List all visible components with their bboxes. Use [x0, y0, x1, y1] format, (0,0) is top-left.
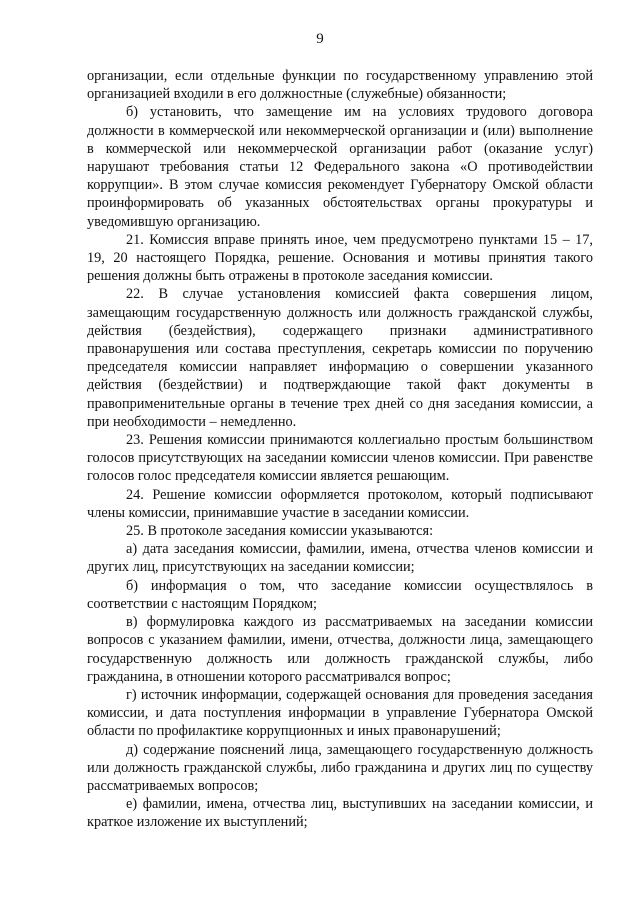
- paragraph-continuation: организации, если отдельные функции по государственному управлению этой организацией входили в его должностные (служебные) обязанности;: [87, 68, 593, 103]
- paragraph-25: 25. В протоколе заседания комиссии указываются:: [126, 523, 434, 540]
- paragraph-25-item-d: д) содержание пояснений лица, замещающего государственную должность или должность гражданской службы, либо гражданина и других лиц по существу рассматриваемых вопросов;: [87, 741, 593, 794]
- paragraph-24: 24. Решение комиссии оформляется протоколом, который подписывают члены комиссии, принимавшие участие в заседании комиссии.: [87, 486, 593, 521]
- paragraph-21: 21. Комиссия вправе принять иное, чем предусмотрено пунктами 15 – 17, 19, 20 настоящего Порядка, решение. Основания и мотивы принятия такого решения должны быть отражены в протоколе заседания комиссии.: [87, 231, 593, 285]
- paragraph-25-item-e: е) фамилии, имена, отчества лиц, выступивших на заседании комиссии, и краткое изложение их выступлений;: [87, 796, 593, 831]
- paragraph-25-item-g: г) источник информации, содержащей основания для проведения заседания комиссии, и дата поступления информации в управление Губернатора Омской области по профилактике коррупционных и иных правонарушений;: [87, 686, 593, 740]
- document-body: [87, 67, 593, 832]
- paragraph-item-b-establish: б) установить, что замещение им на условиях трудового договора должности в коммерческой или некоммерческой организации и (или) выполнение в коммерческой или некоммерческой организации работ (оказание услуг) нарушают требования статьи 12 Федерального закона «О противодействии коррупции». В этом случае комиссия рекомендует Губернатору Омской области проинформировать об указанных обстоятельствах органы прокуратуры и уведомившую организацию.: [87, 104, 593, 230]
- paragraph-22: 22. В случае установления комиссией факта совершения лицом, замещающим государственную должность или должность гражданской службы, действия (бездействия), содержащего признаки административного правонарушения или состава преступления, секретарь комиссии по поручению председателя комиссии направляет информацию о совершении указанного действия (бездействии) и подтверждающие такой факт документы в правоприменительные органы в течение трех дней со дня заседания комиссии, а при необходимости – немедленно.: [87, 286, 593, 430]
- paragraph-25-item-b: б) информация о том, что заседание комиссии осуществлялось в соответствии с настоящим Порядком;: [87, 577, 593, 612]
- paragraph-25-item-v: в) формулировка каждого из рассматриваемых на заседании комиссии вопросов с указанием фамилии, имени, отчества, должности лица, замещающего государственную должность или должность гражданской службы, либо гражданина, в отношении которого рассматривался вопрос;: [87, 614, 593, 685]
- page-number: 9: [316, 31, 324, 47]
- paragraph-25-item-a: а) дата заседания комиссии, фамилии, имена, отчества членов комиссии и других лиц, присутствующих на заседании комиссии;: [87, 541, 593, 576]
- paragraph-23: 23. Решения комиссии принимаются коллегиально простым большинством голосов присутствующих на заседании комиссии членов комиссии. При равенстве голосов голос председателя комиссии является решающим.: [87, 432, 593, 485]
